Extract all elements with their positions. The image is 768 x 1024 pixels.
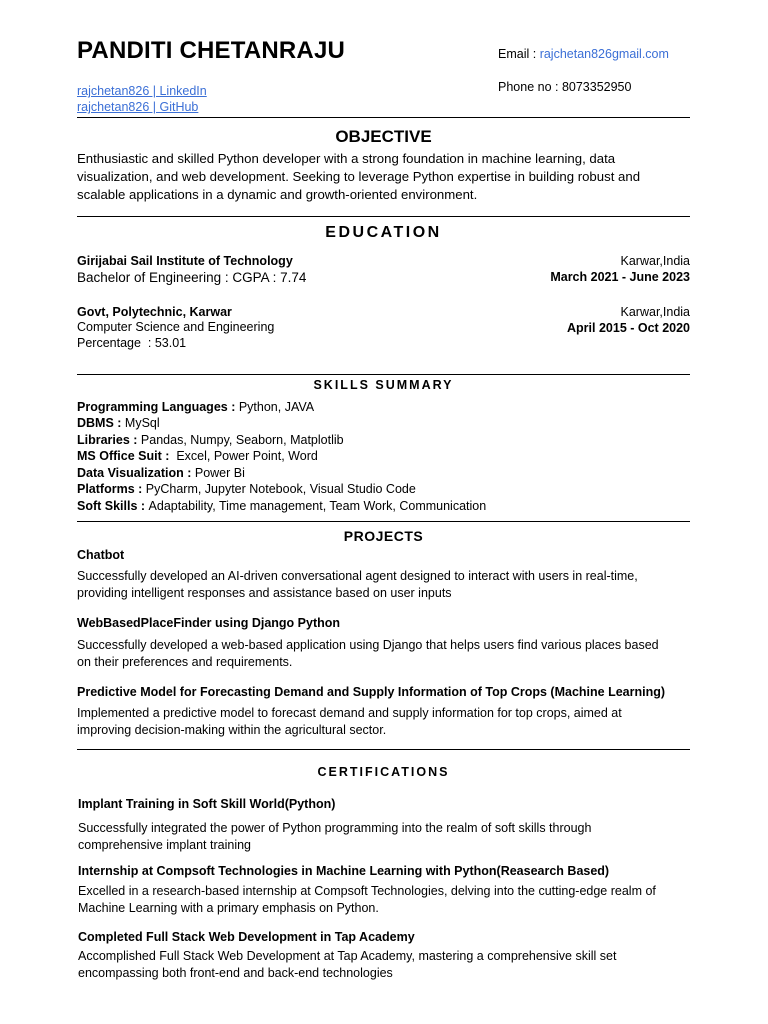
skill-label: Platforms :	[77, 482, 146, 496]
skill-row	[77, 400, 314, 414]
certification-description	[78, 883, 693, 916]
certification-description	[78, 820, 693, 853]
skill-row	[77, 433, 344, 447]
skill-value: PyCharm, Jupyter Notebook, Visual Studio Code	[145, 482, 416, 496]
education-institution: Girijabai Sail Institute of Technology	[77, 254, 293, 268]
objective-line: visualization, and web development. Seeking to leverage Python expertise in building robust and	[77, 169, 641, 184]
skill-row	[77, 482, 416, 496]
project-line: Successfully developed an AI-driven conversational agent designed to interact with users in real-time,	[77, 569, 638, 583]
project-line: Implemented a predictive model to forecast demand and supply information for top crops, aimed at	[77, 706, 622, 720]
project-title: Chatbot	[77, 548, 125, 562]
project-title: WebBasedPlaceFinder using Django Python	[77, 616, 341, 630]
email-value[interactable]: rajchetan826gmail.com	[539, 47, 669, 61]
certification-line: comprehensive implant training	[78, 837, 252, 852]
certification-title: Implant Training in Soft Skill World(Python)	[78, 797, 336, 811]
skill-value: Pandas, Numpy, Seaborn, Matplotlib	[140, 433, 344, 447]
skill-value: Power Bi	[194, 466, 245, 480]
certification-line: encompassing both front-end and back-end technologies	[78, 965, 393, 980]
education-degree: Bachelor of Engineering : CGPA : 7.74	[77, 270, 307, 285]
skills-heading: SKILLS SUMMARY	[313, 378, 454, 392]
education-dates: April 2015 - Oct 2020	[567, 321, 690, 335]
skill-label: MS Office Suit :	[77, 449, 173, 463]
email-line	[498, 47, 669, 61]
education-location: Karwar,India	[620, 254, 690, 268]
phone-line: Phone no : 8073352950	[498, 80, 632, 94]
projects-heading: PROJECTS	[343, 528, 424, 544]
objective-heading: OBJECTIVE	[335, 127, 432, 146]
project-description	[77, 568, 692, 601]
skill-value: Adaptability, Time management, Team Work, Communication	[148, 499, 487, 513]
github-link[interactable]: rajchetan826 | GitHub	[77, 100, 199, 114]
objective-line: Enthusiastic and skilled Python developer with a strong foundation in machine learning, data	[77, 151, 616, 166]
certification-line: Accomplished Full Stack Web Development at Tap Academy, mastering a comprehensive skill set	[78, 949, 617, 963]
education-degree: Computer Science and Engineering	[77, 320, 275, 334]
skill-value: Python, JAVA	[238, 400, 315, 414]
education-heading: EDUCATION	[325, 224, 442, 241]
skill-row	[77, 416, 160, 430]
skill-label: Libraries :	[77, 433, 141, 447]
skill-value: MySql	[124, 416, 160, 430]
project-title: Predictive Model for Forecasting Demand and Supply Information of Top Crops (Machine Learning)	[77, 685, 666, 699]
email-label: Email :	[498, 47, 540, 61]
skill-label: Data Visualization :	[77, 466, 195, 480]
skill-row	[77, 466, 245, 480]
linkedin-link[interactable]: rajchetan826 | LinkedIn	[77, 84, 207, 98]
certification-description	[78, 948, 693, 981]
skill-label: DBMS :	[77, 416, 125, 430]
skill-value: Excel, Power Point, Word	[172, 449, 318, 463]
project-line: providing intelligent responses and assistance based on user inputs	[77, 585, 452, 600]
education-institution: Govt, Polytechnic, Karwar	[77, 305, 232, 319]
divider	[77, 749, 690, 750]
education-dates: March 2021 - June 2023	[550, 270, 690, 284]
certification-line: Excelled in a research-based internship at Compsoft Technologies, delving into the cutting-edge realm of	[78, 884, 656, 898]
certification-title: Internship at Compsoft Technologies in Machine Learning with Python(Reasearch Based)	[78, 864, 610, 878]
project-line: on their preferences and requirements.	[77, 654, 293, 669]
skill-row	[77, 499, 486, 513]
education-percentage: Percentage : 53.01	[77, 336, 187, 350]
certification-line: Machine Learning with a primary emphasis on Python.	[78, 900, 379, 915]
divider	[77, 374, 690, 375]
divider	[77, 117, 690, 118]
skill-row	[77, 449, 318, 463]
certification-title: Completed Full Stack Web Development in Tap Academy	[78, 930, 415, 944]
divider	[77, 521, 690, 522]
skill-label: Soft Skills :	[77, 499, 149, 513]
objective-line: scalable applications in a dynamic and growth-oriented environment.	[77, 187, 478, 202]
project-line: improving decision-making within the agricultural sector.	[77, 722, 387, 737]
project-description	[77, 705, 692, 738]
project-line: Successfully developed a web-based application using Django that helps users find various places based	[77, 638, 659, 652]
skill-label: Programming Languages :	[77, 400, 239, 414]
divider	[77, 216, 690, 217]
certifications-heading: CERTIFICATIONS	[317, 765, 450, 779]
objective-text	[77, 150, 692, 204]
candidate-name: PANDITI CHETANRAJU	[77, 37, 346, 64]
education-location: Karwar,India	[620, 305, 690, 319]
project-description	[77, 637, 692, 670]
certification-line: Successfully integrated the power of Python programming into the realm of soft skills through	[78, 821, 592, 835]
